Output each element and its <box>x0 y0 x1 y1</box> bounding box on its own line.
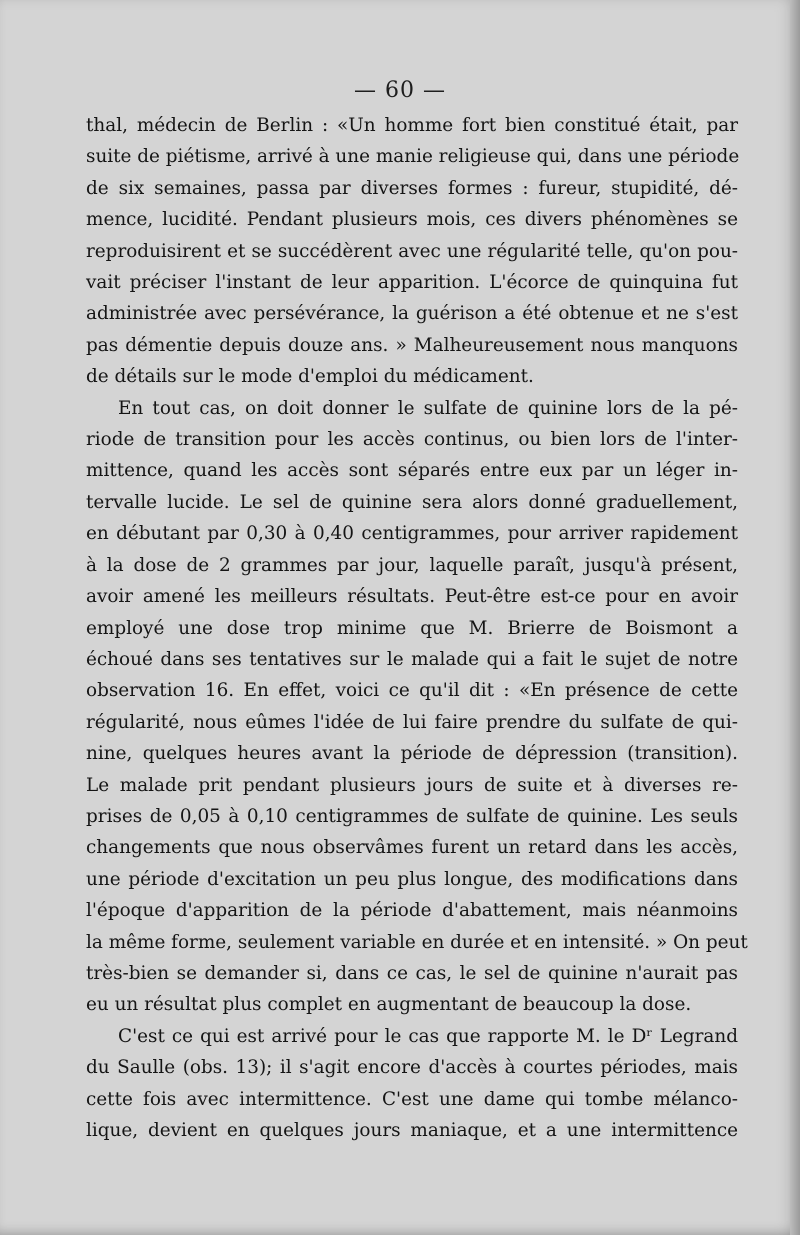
text-line: riode de transition pour les accès continus, ou bien lors de l'inter- <box>86 429 738 451</box>
text-line: observation 16. En effet, voici ce qu'il dit : «En présence de cette <box>86 680 738 702</box>
text-line: à la dose de 2 grammes par jour, laquelle paraît, jusqu'à présent, <box>86 554 738 576</box>
text-line: thal, médecin de Berlin : «Un homme fort bien constitué était, par <box>86 115 738 136</box>
text-line: prises de 0,05 à 0,10 centigrammes de sulfate de quinine. Les seuls <box>86 805 738 827</box>
text-line: lique, devient en quelques jours maniaque, et a une intermittence <box>86 1120 738 1141</box>
text-line: mittence, quand les accès sont séparés entre eux par un léger in- <box>86 460 738 482</box>
text-line: l'époque d'apparition de la période d'abattement, mais néanmoins <box>86 900 738 922</box>
text-line: tervalle lucide. Le sel de quinine sera alors donné graduellement, <box>86 491 738 513</box>
text-line: de six semaines, passa par diverses formes : fureur, stupidité, dé- <box>86 177 738 199</box>
text-line: employé une dose trop minime que M. Brierre de Boismont a <box>86 617 738 639</box>
body-text <box>86 110 748 1146</box>
text-line: C'est ce qui est arrivé pour le cas que rapporte M. le Dʳ Legrand <box>118 1025 738 1047</box>
text-line: cette fois avec intermittence. C'est une dame qui tombe mélanco- <box>86 1088 738 1110</box>
text-line: mence, lucidité. Pendant plusieurs mois, ces divers phénomènes se <box>86 209 738 231</box>
page-number: — 60 — <box>354 78 446 103</box>
text-line: eu un résultat plus complet en augmentant de beaucoup la dose. <box>86 994 692 1016</box>
text-line: changements que nous observâmes furent un retard dans les accès, <box>86 837 738 859</box>
text-line: échoué dans ses tentatives sur le malade qui a fait le sujet de notre <box>86 648 738 670</box>
text-line: du Saulle (obs. 13); il s'agit encore d'accès à courtes périodes, mais <box>86 1057 738 1079</box>
text-line: régularité, nous eûmes l'idée de lui faire prendre du sulfate de qui- <box>86 711 738 733</box>
text-line: suite de piétisme, arrivé à une manie religieuse qui, dans une période <box>86 146 740 168</box>
text-line: avoir amené les meilleurs résultats. Peut-être est-ce pour en avoir <box>86 586 738 608</box>
text-line: reproduisirent et se succédèrent avec une régularité telle, qu'on pou- <box>86 240 738 262</box>
text-line: vait préciser l'instant de leur apparition. L'écorce de quinquina fut <box>86 272 738 294</box>
page-edge-shadow <box>790 0 800 1235</box>
text-line: En tout cas, on doit donner le sulfate de quinine lors de la pé- <box>118 397 738 419</box>
text-line: une période d'excitation un peu plus longue, des modifications dans <box>86 868 738 890</box>
text-line: la même forme, seulement variable en durée et en intensité. » On peut <box>86 931 748 953</box>
text-line: nine, quelques heures avant la période de dépression (transition). <box>86 743 738 765</box>
text-line: très-bien se demander si, dans ce cas, le sel de quinine n'aurait pas <box>86 962 738 984</box>
text-line: administrée avec persévérance, la guérison a été obtenue et ne s'est <box>86 303 738 325</box>
text-line: de détails sur le mode d'emploi du médicament. <box>86 366 534 388</box>
text-line: Le malade prit pendant plusieurs jours de suite et à diverses re- <box>86 774 738 796</box>
text-line: en débutant par 0,30 à 0,40 centigrammes, pour arriver rapidement <box>86 523 738 545</box>
text-line: pas démentie depuis douze ans. » Malheureusement nous manquons <box>86 334 738 356</box>
